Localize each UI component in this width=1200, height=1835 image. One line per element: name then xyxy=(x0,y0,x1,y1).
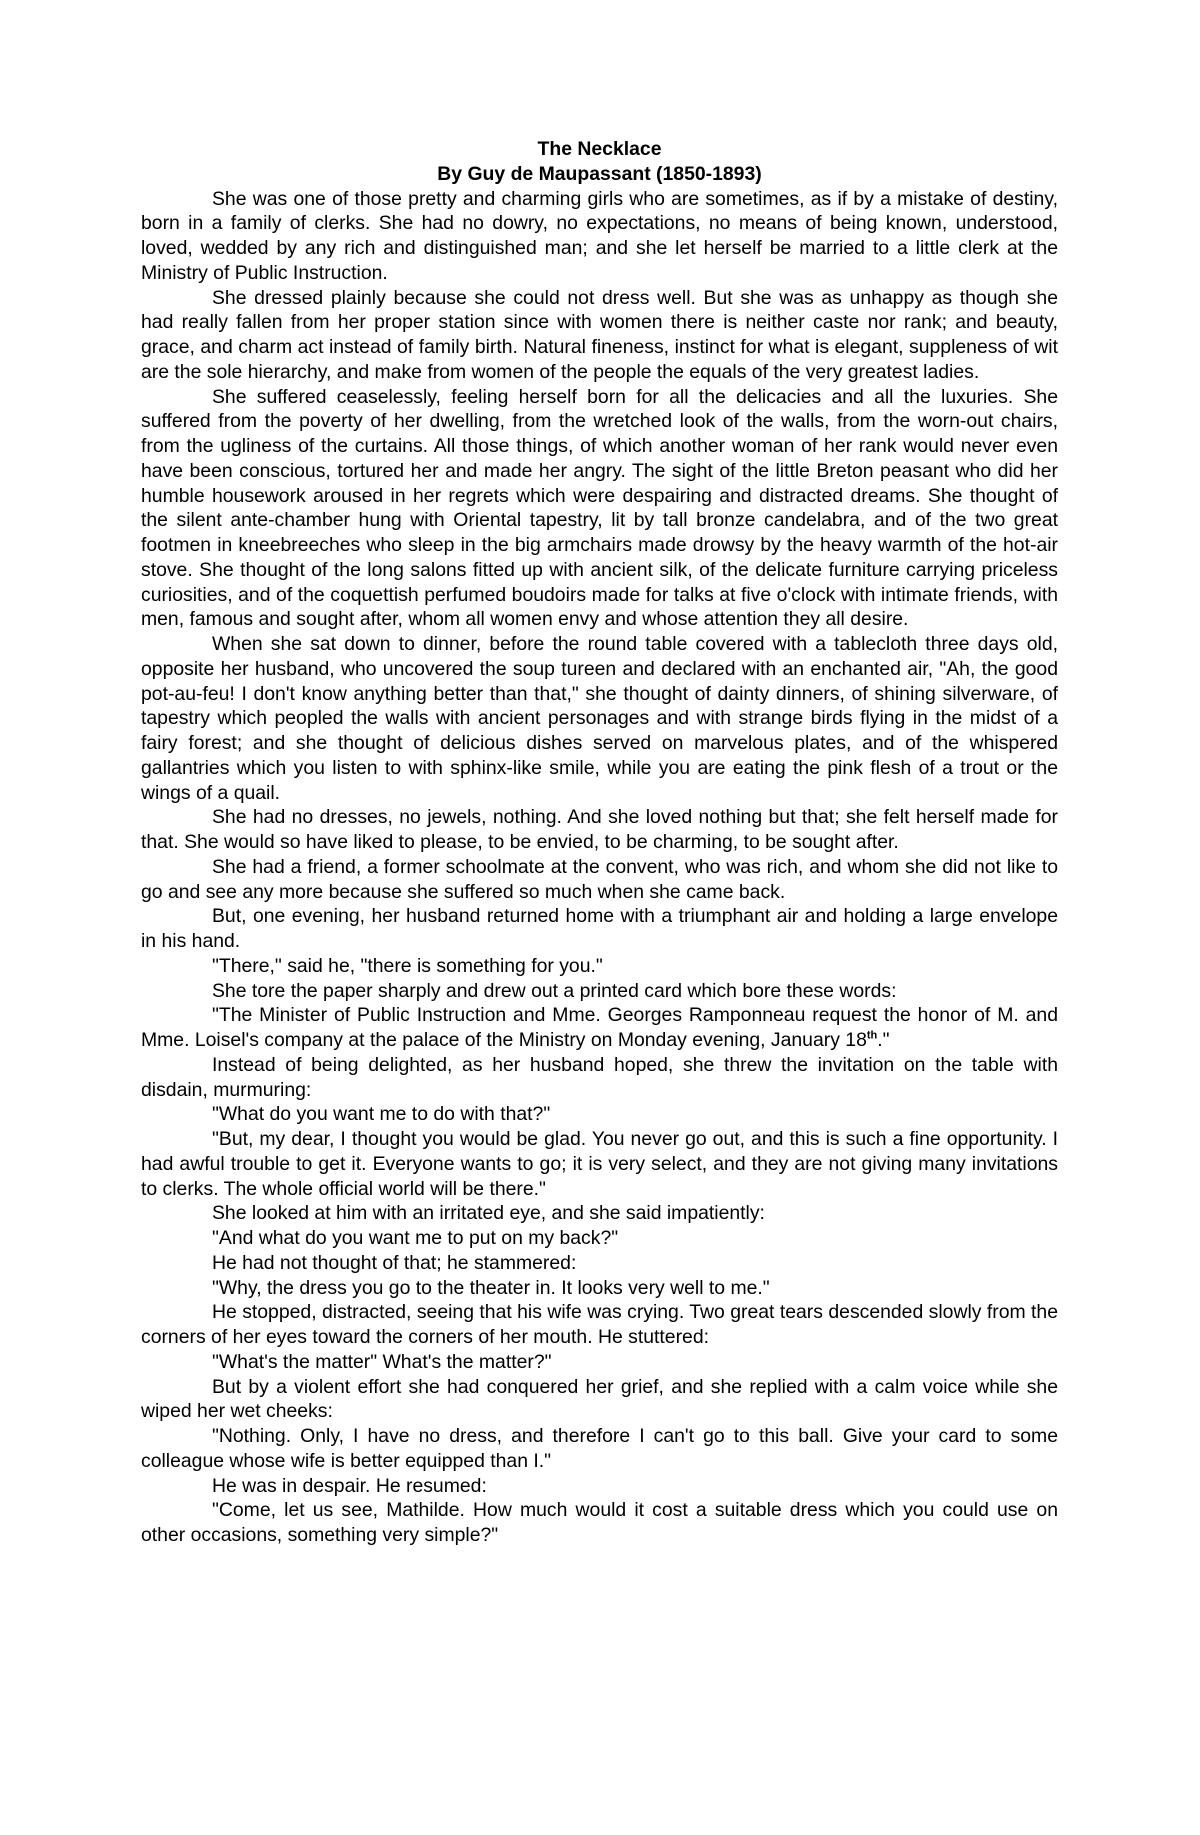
paragraph: She was one of those pretty and charming girls who are sometimes, as if by a mistake of destiny, born in a family of clerks. She had no dowry, no expectations, no means of being known, understood, loved, wedded by any rich and distinguished man; and she let herself be married to a little clerk at the Ministry of Public Instruction. xyxy=(141,187,1058,284)
paragraph: He had not thought of that; he stammered: xyxy=(212,1251,577,1274)
paragraph: She suffered ceaselessly, feeling herself born for all the delicacies and all the luxuries. She suffered from the poverty of her dwelling, from the wretched look of the walls, from the worn-out chairs, from the ugliness of the curtains. All those things, of which another woman of her rank would never even have been conscious, tortured her and made her angry. The sight of the little Breton peasant who did her humble housework aroused in her regrets which were despairing and distracted dreams. She thought of the silent ante-chamber hung with Oriental tapestry, lit by tall bronze candelabra, and of the two great footmen in kneebreeches who sleep in the big armchairs made drowsy by the heavy warmth of the hot-air stove. She thought of the long salons fitted up with ancient silk, of the delicate furniture carrying priceless curiosities, and of the coquettish perfumed boudoirs made for talks at five o'clock with intimate friends, with men, famous and sought after, whom all women envy and whose attention they all desire. xyxy=(141,385,1058,631)
paragraph: She had a friend, a former schoolmate at the convent, who was rich, and whom she did not like to go and see any more because she suffered so much when she came back. xyxy=(141,855,1058,903)
paragraph: "But, my dear, I thought you would be glad. You never go out, and this is such a fine opportunity. I had awful trouble to get it. Everyone wants to go; it is very select, and they are not giving many invitations to clerks. The whole official world will be there." xyxy=(141,1128,1058,1200)
paragraph: When she sat down to dinner, before the round table covered with a tablecloth three days old, opposite her husband, who uncovered the soup tureen and declared with an enchanted air, "Ah, the good pot-au-feu! I don't know anything better than that," she thought of dainty dinners, of shining silverware, of tapestry which peopled the walls with ancient personages and with strange birds flying in the midst of a fairy forest; and she thought of delicious dishes served on marvelous plates, and of the whispered gallantries which you listen to with sphinx-like smile, while you are eating the pink flesh of a trout or the wings of a quail. xyxy=(141,633,1058,804)
ordinal-suffix: th xyxy=(866,1029,878,1042)
paragraph: But by a violent effort she had conquered her grief, and she replied with a calm voice while she wiped her wet cheeks: xyxy=(141,1375,1058,1423)
paragraph: She tore the paper sharply and drew out a printed card which bore these words: xyxy=(212,979,897,1002)
paragraph: "What do you want me to do with that?" xyxy=(212,1103,551,1126)
paragraph: "Nothing. Only, I have no dress, and therefore I can't go to this ball. Give your card to some colleague whose wife is better equipped than I." xyxy=(141,1425,1058,1472)
paragraph: But, one evening, her husband returned home with a triumphant air and holding a large envelope in his hand. xyxy=(141,905,1058,952)
paragraph: She had no dresses, no jewels, nothing. And she loved nothing but that; she felt herself made for that. She would so have liked to please, to be envied, to be charming, to be sought after. xyxy=(141,806,1058,853)
paragraph: "Come, let us see, Mathilde. How much would it cost a suitable dress which you could use on other occasions, something very simple?" xyxy=(141,1499,1058,1546)
document-title: The Necklace xyxy=(537,138,662,160)
paragraph: He was in despair. He resumed: xyxy=(212,1474,487,1497)
paragraph: He stopped, distracted, seeing that his wife was crying. Two great tears descended slowly from the corners of her eyes toward the corners of her mouth. He stuttered: xyxy=(141,1301,1058,1348)
paragraph: "What's the matter" What's the matter?" xyxy=(212,1350,552,1373)
invitation-text: "The Minister of Public Instruction and Mme. Georges Ramponneau request the honor of M. and Mme. Loisel's company at the palace of the Ministry on Monday evening, January 18 xyxy=(141,1004,1058,1051)
paragraph: She looked at him with an irritated eye, and she said impatiently: xyxy=(212,1202,765,1225)
document-page xyxy=(141,137,1058,1548)
invitation-close: ." xyxy=(877,1029,890,1051)
document-byline: By Guy de Maupassant (1850-1893) xyxy=(437,162,762,185)
paragraph: "Why, the dress you go to the theater in. It looks very well to me." xyxy=(212,1276,770,1299)
paragraph: "And what do you want me to put on my back?" xyxy=(212,1227,619,1249)
paragraph: She dressed plainly because she could not dress well. But she was as unhappy as though she had really fallen from her proper station since with women there is neither caste nor rank; and beauty, grace, and charm act instead of family birth. Natural fineness, instinct for what is elegant, suppleness of wit are the sole hierarchy, and make from women of the people the equals of the very greatest ladies. xyxy=(141,286,1058,383)
paragraph: Instead of being delighted, as her husband hoped, she threw the invitation on the table with disdain, murmuring: xyxy=(141,1053,1058,1101)
paragraph: "There," said he, "there is something for you." xyxy=(212,954,603,977)
invitation-paragraph xyxy=(141,1003,1058,1053)
